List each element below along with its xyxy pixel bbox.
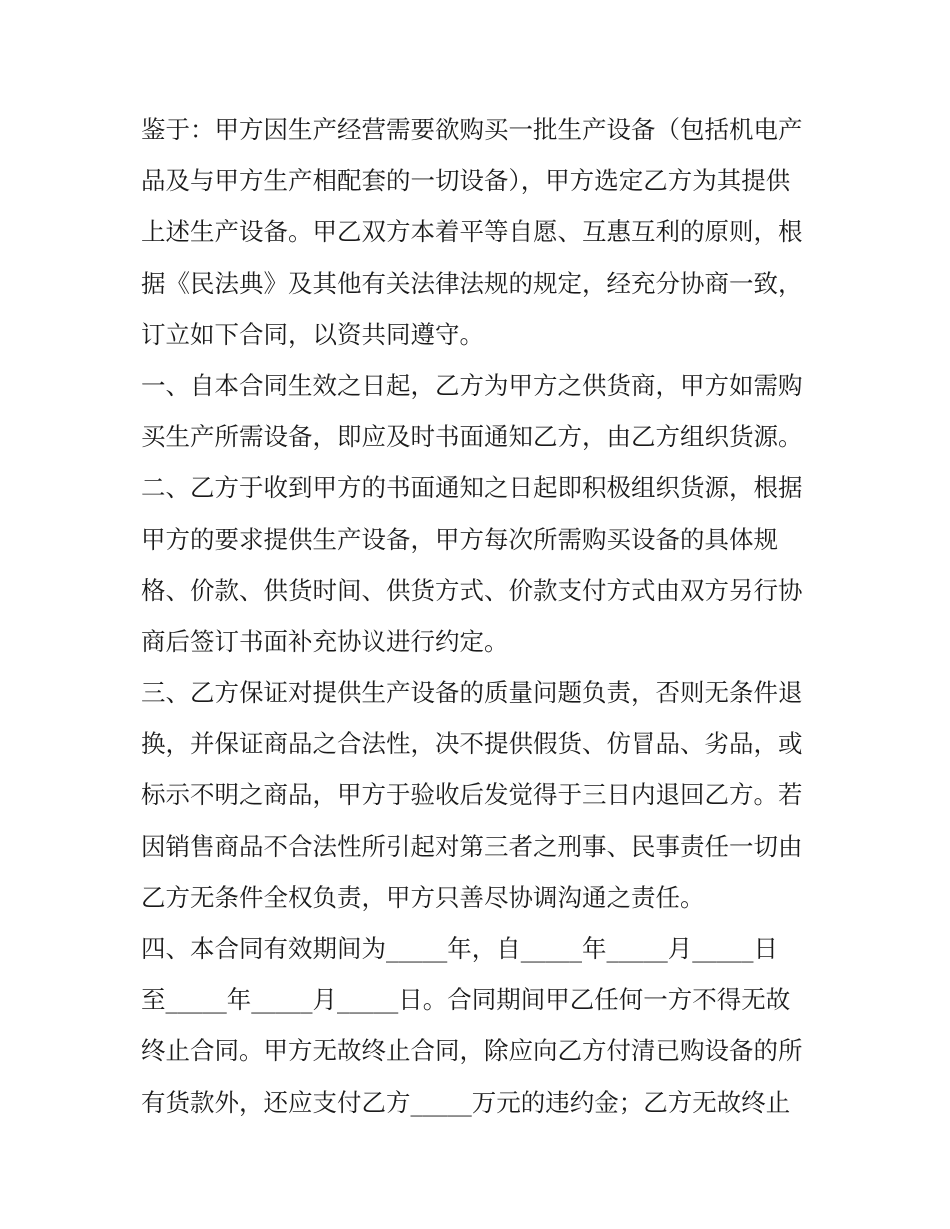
text-line: 品及与甲方生产相配套的一切设备），甲方选定乙方为其提供 [141,166,791,196]
text-line: 四、本合同有效期间为_____年，自_____年_____月_____日 [141,934,778,963]
text-line: 换，并保证商品之合法性，决不提供假货、仿冒品、劣品，或 [141,729,803,759]
text-line: 订立如下合同，以资共同遵守。 [141,319,484,349]
text-line: 有货款外，还应支付乙方_____万元的违约金；乙方无故终止 [141,1087,791,1117]
text-line: 格、价款、供货时间、供货方式、价款支付方式由双方另行协 [141,575,803,605]
text-line: 因销售商品不合法性所引起对第三者之刑事、民事责任一切由 [141,831,803,861]
text-line: 据《民法典》及其他有关法律法规的规定，经充分协商一致， [141,268,803,298]
contract-body-text [141,104,821,1128]
text-line: 标示不明之商品，甲方于验收后发觉得于三日内退回乙方。若 [141,780,803,810]
text-line: 买生产所需设备，即应及时书面通知乙方，由乙方组织货源。 [141,422,803,452]
text-line: 至_____年_____月_____日。合同期间甲乙任何一方不得无故 [141,985,791,1015]
text-line: 鉴于：甲方因生产经营需要欲购买一批生产设备（包括机电产 [141,115,803,144]
text-line: 二、乙方于收到甲方的书面通知之日起即积极组织货源，根据 [141,473,803,503]
text-line: 乙方无条件全权负责，甲方只善尽协调沟通之责任。 [141,882,705,912]
text-line: 上述生产设备。甲乙双方本着平等自愿、互惠互利的原则，根 [141,217,803,247]
text-line: 一、自本合同生效之日起，乙方为甲方之供货商，甲方如需购 [141,370,803,400]
text-line: 商后签订书面补充协议进行约定。 [141,626,509,656]
text-line: 甲方的要求提供生产设备，甲方每次所需购买设备的具体规 [141,524,778,554]
text-line: 终止合同。甲方无故终止合同，除应向乙方付清已购设备的所 [141,1036,803,1066]
text-line: 三、乙方保证对提供生产设备的质量问题负责，否则无条件退 [141,678,803,708]
